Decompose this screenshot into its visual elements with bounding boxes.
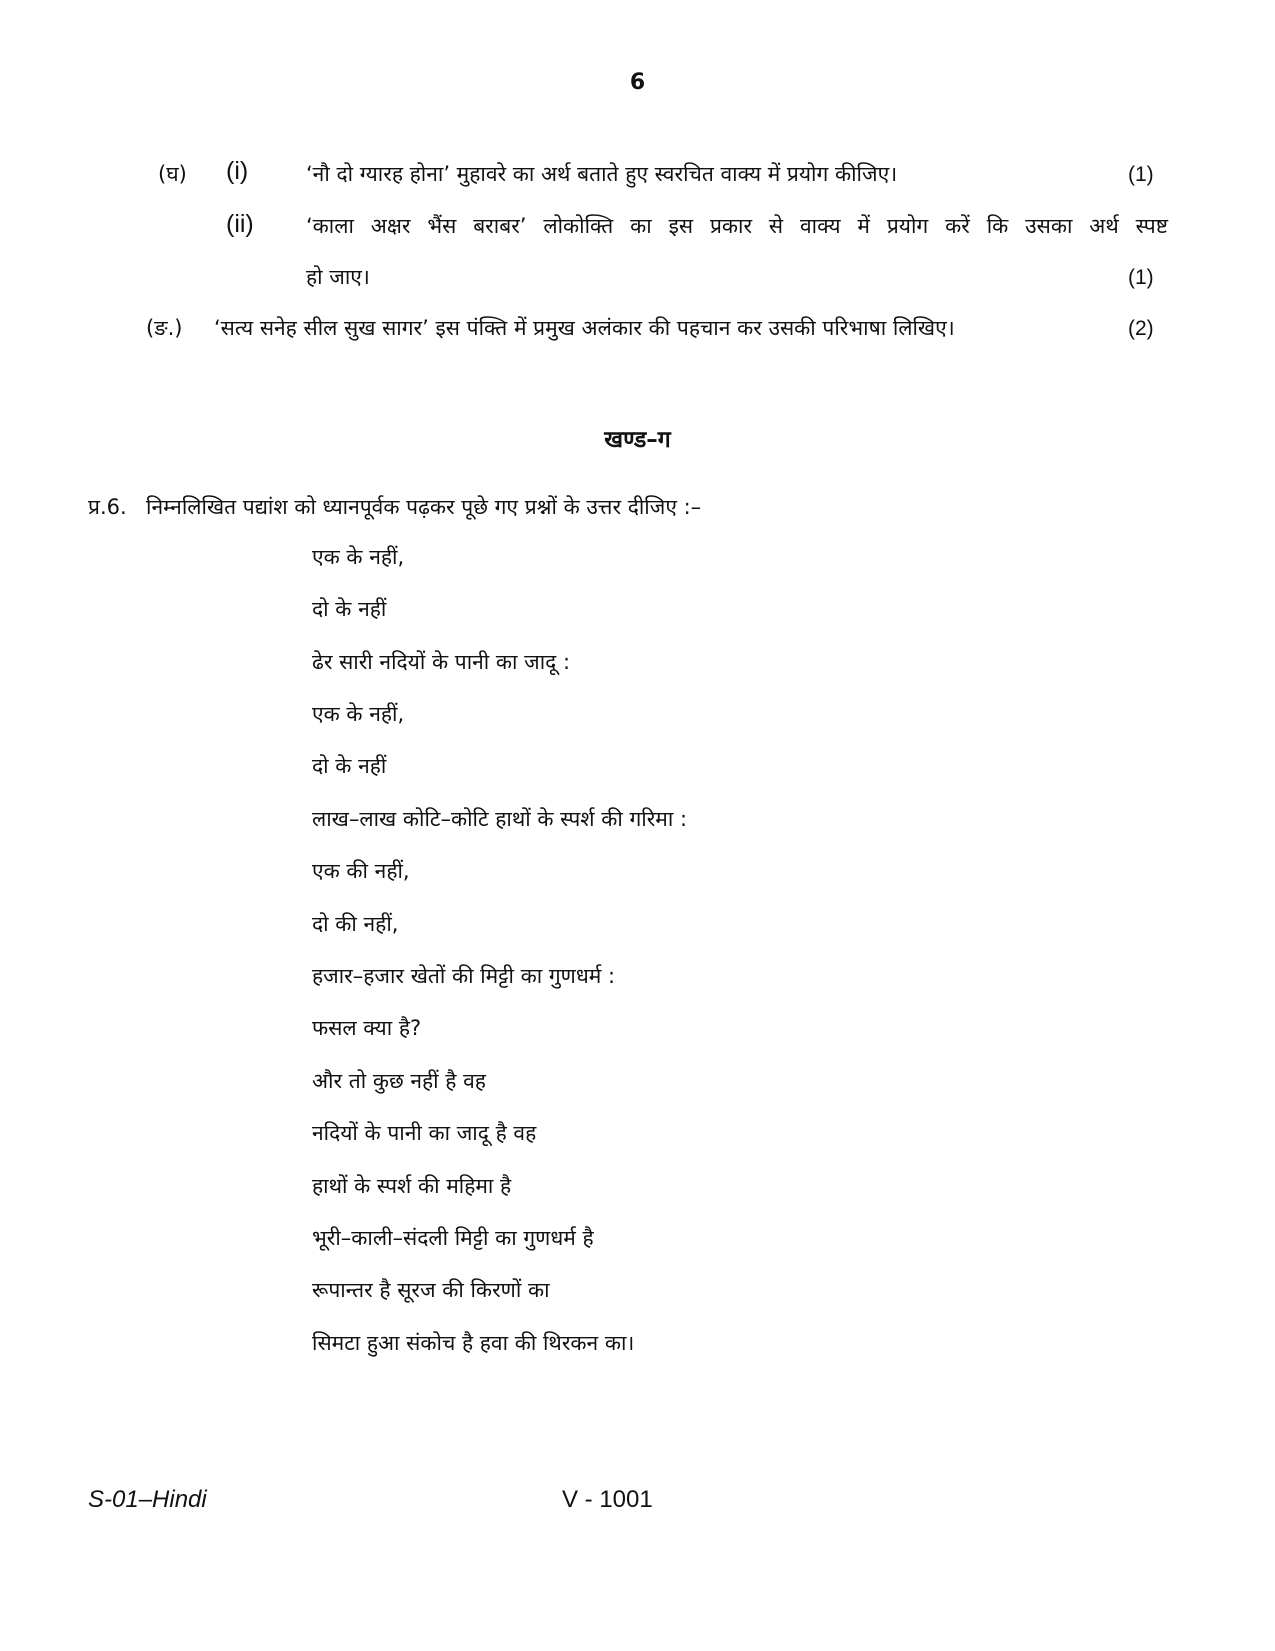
poem-line: दो के नहीं	[312, 597, 387, 621]
question-text-nga: ‘सत्य सनेह सील सुख सागर’ इस पंक्ति में प्रमुख अलंकार की पहचान कर उसकी परिभाषा लिखिए।	[214, 316, 955, 340]
poem-line: रूपान्तर है सूरज की किरणों का	[312, 1278, 550, 1302]
poem-line: हाथों के स्पर्श की महिमा है	[312, 1174, 512, 1198]
poem-line: एक के नहीं,	[312, 545, 405, 569]
question-label-gh: (घ)	[158, 162, 187, 186]
marks-gh-ii: (1)	[1128, 266, 1154, 289]
footer-version-code: V - 1001	[562, 1486, 653, 1513]
poem-line: एक की नहीं,	[312, 859, 410, 883]
poem-line: एक के नहीं,	[312, 702, 405, 726]
marks-gh-i: (1)	[1128, 163, 1154, 186]
section-heading: खण्ड–ग	[604, 427, 671, 453]
sub-question-text-ii-line1: ‘काला अक्षर भैंस बराबर’ लोकोक्ति का इस प्रकार से वाक्य में प्रयोग करें कि उसका अर्थ स्पष्ट	[306, 214, 1168, 238]
poem-line: और तो कुछ नहीं है वह	[312, 1069, 486, 1093]
question-label-nga: (ङ.)	[146, 316, 183, 340]
question-label-q6: प्र.6.	[88, 495, 127, 519]
poem-line: ढेर सारी नदियों के पानी का जादू :	[312, 650, 571, 674]
poem-line: हजार–हजार खेतों की मिट्टी का गुणधर्म :	[312, 964, 616, 988]
marks-nga: (2)	[1128, 317, 1154, 340]
sub-question-numeral-i: (i)	[226, 157, 249, 185]
page-number: 6	[629, 70, 646, 95]
poem-line: नदियों के पानी का जादू है वह	[312, 1121, 537, 1145]
poem-line: लाख–लाख कोटि–कोटि हाथों के स्पर्श की गरिमा :	[312, 807, 688, 831]
sub-question-text-ii-line2: हो जाए।	[306, 265, 370, 289]
poem-line: दो के नहीं	[312, 754, 387, 778]
poem-line: दो की नहीं,	[312, 912, 399, 936]
sub-question-text-i: ‘नौ दो ग्यारह होना’ मुहावरे का अर्थ बताते हुए स्वरचित वाक्य में प्रयोग कीजिए।	[306, 162, 898, 186]
poem-line: सिमटा हुआ संकोच है हवा की थिरकन का।	[312, 1331, 635, 1355]
poem-line: भूरी–काली–संदली मिट्टी का गुणधर्म है	[312, 1226, 594, 1250]
footer-paper-code: S-01–Hindi	[88, 1486, 207, 1513]
poem-line: फसल क्या है?	[312, 1016, 422, 1040]
question-instruction-q6: निम्नलिखित पद्यांश को ध्यानपूर्वक पढ़कर पूछे गए प्रश्नों के उत्तर दीजिए :–	[146, 495, 702, 519]
sub-question-numeral-ii: (ii)	[226, 210, 254, 238]
